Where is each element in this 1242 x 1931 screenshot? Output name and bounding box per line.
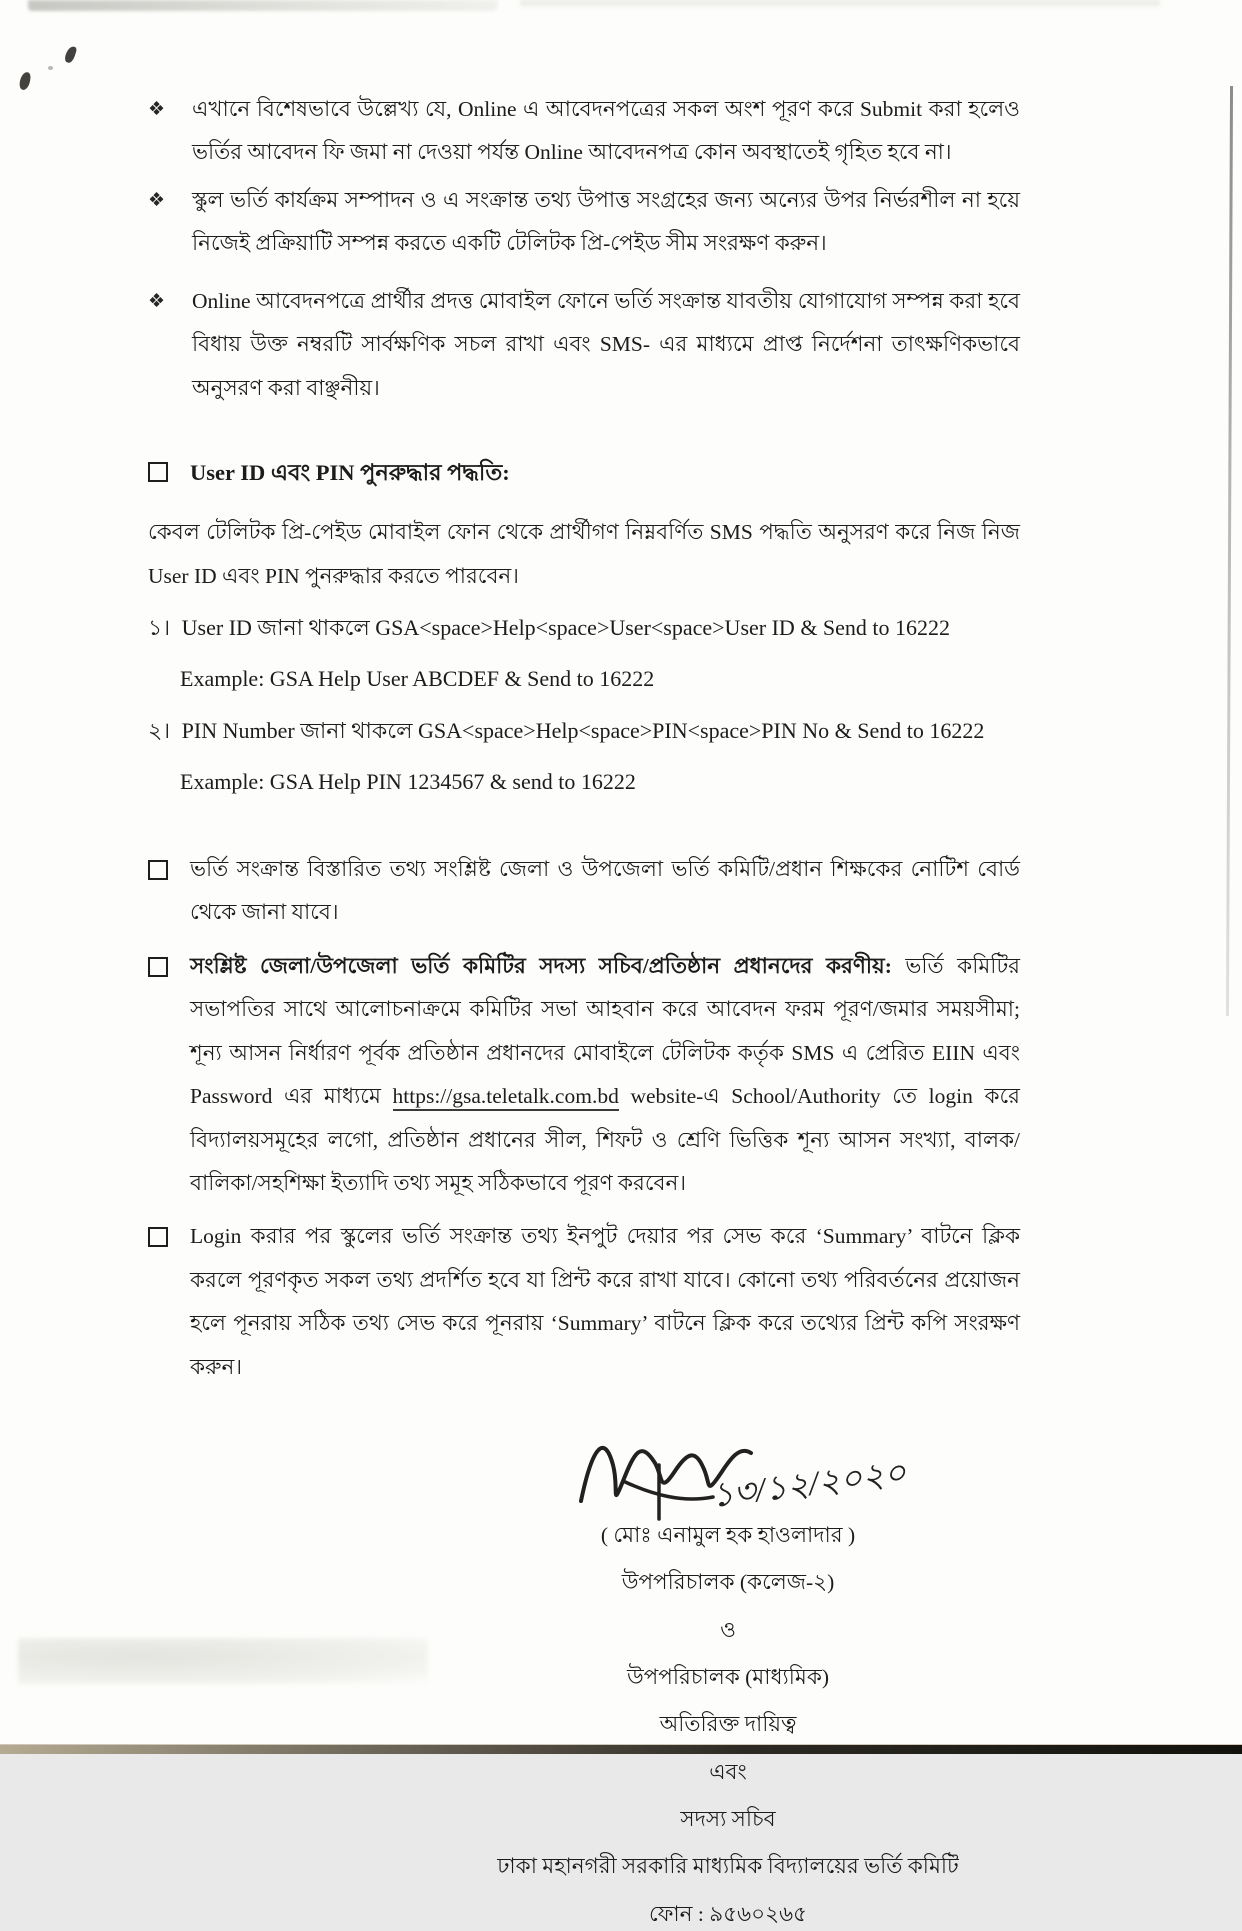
section-title: User ID এবং PIN পুনরুদ্ধার পদ্ধতি: (190, 459, 510, 485)
committee-lead: সংশ্লিষ্ট জেলা/উপজেলা ভর্তি কমিটির সদস্য সচিব/প্রতিষ্ঠান প্রধানদের করণীয়: (190, 953, 892, 978)
signatory-organization: ঢাকা মহানগরী সরকারি মাধ্যমিক বিদ্যালয়ের ভর্তি কমিটি (497, 1854, 959, 1879)
list-item (148, 1215, 1020, 1389)
signatory-title: অতিরিক্ত দায়িত্ব (659, 1712, 797, 1737)
notice-text: ভর্তি সংক্রান্ত বিস্তারিত তথ্য সংশ্লিষ্ট জেলা ও উপজেলা ভর্তি কমিটি/প্রধান শিক্ষকের নোটিশ বোর্ড থেকে জানা যাবে। (190, 856, 1020, 925)
step-example: Example: GSA Help PIN 1234567 & send to 16222 (180, 768, 636, 794)
bullet-text: স্কুল ভর্তি কার্যক্রম সম্পাদন ও এ সংক্রান্ত তথ্য উপাত্ত সংগ্রহের জন্য অন্যের উপর নির্ভরশীল না হয়ে নিজেই প্রক্রিয়াটি সম্পন্ন করতে একটি টেলিটক প্রি-পেইড সীম সংরক্ষণ করুন। (192, 187, 1020, 256)
bullet-item (148, 179, 1020, 266)
checkbox-icon (148, 462, 168, 482)
checkbox-list (148, 848, 1020, 1389)
step-number: ১। (148, 615, 171, 641)
bullet-text: এখানে বিশেষভাবে উল্লেখ্য যে, Online এ আবেদনপত্রের সকল অংশ পূরণ করে Submit করা হলেও ভর্তির আবেদন ফি জমা না দেওয়া পর্যন্ত Online আবেদনপত্র কোন অবস্থাতেই গৃহিত হবে না। (192, 97, 1020, 165)
sms-steps (148, 606, 1020, 804)
step-text: PIN Number জানা থাকলে GSA<space>Help<space>PIN<space>PIN No & Send to 16222 (181, 718, 985, 744)
bullet-item (148, 280, 1020, 410)
step-example: Example: GSA Help User ABCDEF & Send to 16222 (180, 665, 655, 691)
committee-text-2: website-এ School/Authority তে login করে বিদ্যালয়সমূহের লগো, প্রতিষ্ঠান প্রধানের সীল, শিফট ও শ্রেণি ভিত্তিক শূন্য আসন সংখ্যা, বালক/বালিকা/সহশিক্ষা ইত্যাদি তথ্য সমূহ সঠিকভাবে পূরণ করবেন। (190, 1084, 1020, 1195)
scan-smudge-top (28, 0, 498, 11)
signatory-conjunction: ও (720, 1617, 736, 1642)
diamond-bullet-icon: ❖ (148, 290, 166, 312)
scan-smudge-top-right (520, 0, 1160, 6)
signature-date: ১৩/১২/২০২০ (709, 1454, 909, 1515)
signatory-conjunction: এবং (709, 1759, 747, 1784)
signature-scribble (563, 1423, 909, 1533)
signatory-title: সদস্য সচিব (680, 1806, 776, 1831)
committee-text (190, 945, 1020, 1206)
ink-dot (48, 66, 53, 70)
login-text: Login করার পর স্কুলের ভর্তি সংক্রান্ত তথ্য ইনপুট দেয়ার পর সেভ করে ‘Summary’ বাটনে ক্লিক করলে পূরণকৃত সকল তথ্য প্রদর্শিত হবে যা প্রিন্ট করে রাখা যাবে। কোনো তথ্য পরিবর্তনের প্রয়োজন হলে পূনরায় সঠিক তথ্য সেভ করে পূনরায় ‘Summary’ বাটনে ক্লিক করে তথ্যের প্রিন্ট কপি সংরক্ষণ করুন। (190, 1224, 1020, 1379)
recovery-section-heading (148, 450, 1020, 495)
bullet-item (148, 88, 1020, 175)
committee-text-1: ভর্তি কমিটির সভাপতির সাথে আলোচনাক্রমে কমিটির সভা আহবান করে আবেদন ফরম পূরণ/জমার সময়সীমা; শূন্য আসন নির্ধারণ পূর্বক প্রতিষ্ঠান প্রধানদের মোবাইলে টেলিটক কর্তৃক SMS এ প্রেরিত EIIN এবং Password এর মাধ্যমে (190, 953, 1020, 1109)
checkbox-icon (148, 957, 168, 977)
diamond-bullet-icon: ❖ (148, 189, 166, 211)
bullet-text: Online আবেদনপত্রে প্রার্থীর প্রদত্ত মোবাইল ফোনে ভর্তি সংক্রান্ত যাবতীয় যোগাযোগ সম্পন্ন করা হবে বিধায় উক্ত নম্বরটি সার্বক্ষণিক সচল রাখা এবং SMS- এর মাধ্যমে প্রাপ্ত নির্দেশনা তাৎক্ষণিকভাবে অনুসরণ করা বাঞ্ছনীয়। (192, 288, 1020, 400)
ink-mark (64, 45, 78, 64)
recovery-intro: কেবল টেলিটক প্রি-পেইড মোবাইল ফোন থেকে প্রার্থীগণ নিম্নবর্ণিত SMS পদ্ধতি অনুসরণ করে নিজ নিজ User ID এবং PIN পুনরুদ্ধার করতে পারবেন। (148, 520, 1020, 588)
signatory-phone: ফোন : ৯৫৬০২৬৫ (649, 1901, 807, 1926)
step-number: ২। (148, 718, 171, 744)
sms-step (148, 606, 1020, 650)
ink-mark (19, 71, 31, 90)
signatory-title: উপপরিচালক (মাধ্যমিক) (626, 1664, 830, 1689)
checkbox-icon (148, 1227, 168, 1247)
signatory-name: ( মোঃ এনামুল হক হাওলাদার ) (600, 1523, 856, 1548)
checkbox-icon (148, 860, 168, 880)
sms-step (148, 709, 1020, 753)
scan-page-edge-line (1226, 86, 1233, 1016)
signature-block (448, 1423, 1008, 1931)
step-text: User ID জানা থাকলে GSA<space>Help<space>User<space>User ID & Send to 16222 (181, 615, 951, 641)
signatory-title: উপপরিচালক (কলেজ-২) (621, 1570, 835, 1595)
document-body (148, 88, 1020, 1931)
diamond-bullet-icon: ❖ (148, 99, 166, 120)
gsa-teletalk-link[interactable]: https://gsa.teletalk.com.bd (393, 1084, 619, 1111)
list-item (148, 848, 1020, 935)
list-item (148, 945, 1020, 1206)
